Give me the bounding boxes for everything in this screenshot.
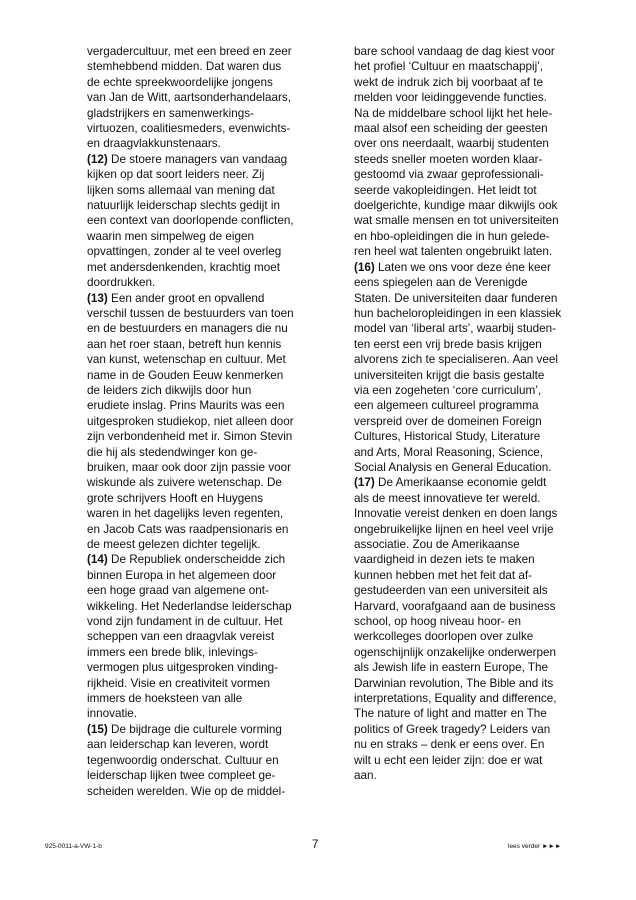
- line-text: wilt u echt een leider zijn: doe er wat: [354, 753, 543, 767]
- text-line: [87, 706, 331, 721]
- line-text: ten eerst een vrij brede basis krijgen: [354, 337, 542, 351]
- text-line: [354, 306, 598, 321]
- line-text: De stoere managers van vandaag: [107, 152, 288, 166]
- line-text: zijn verbondenheid met ir. Simon Stevin: [87, 430, 293, 444]
- text-line: [354, 275, 598, 290]
- line-text: ongebruikelijke lijnen en heel veel vrije: [354, 522, 554, 536]
- line-text: erudiete inslag. Prins Maurits was een: [87, 399, 285, 413]
- line-text: doordrukken.: [87, 276, 156, 290]
- line-text: politics of Greek tragedy? Leiders van: [354, 722, 551, 736]
- text-line: [354, 568, 598, 583]
- text-line: [354, 260, 598, 275]
- line-text: een algemeen cultureel programma: [354, 399, 539, 413]
- line-text: and Arts, Moral Reasoning, Science,: [354, 445, 544, 459]
- line-text: waren in het dagelijks leven regenten,: [87, 507, 284, 521]
- paragraph-number: (16): [354, 260, 375, 274]
- line-text: Harvard, voorafgaand aan de business: [354, 599, 556, 613]
- text-line: [87, 737, 331, 752]
- text-line: [354, 753, 598, 768]
- text-line: [354, 445, 598, 460]
- text-line: [354, 90, 598, 105]
- text-line: [87, 491, 331, 506]
- text-line: [87, 275, 331, 290]
- line-text: doelgerichte, kundige maar dikwijls ook: [354, 199, 558, 213]
- line-text: verspreid over de domeinen Foreign: [354, 414, 542, 428]
- line-text: tegenwoordig onderschat. Cultuur en: [87, 753, 279, 767]
- text-line: [354, 599, 598, 614]
- text-line: [354, 244, 598, 259]
- line-text: melden voor leidinggevende functies.: [354, 91, 547, 105]
- text-line: [87, 152, 331, 167]
- text-line: [354, 213, 598, 228]
- text-line: [354, 629, 598, 644]
- text-line: [87, 768, 331, 783]
- text-line: [354, 691, 598, 706]
- text-line: [87, 106, 331, 121]
- footer-continue-label: lees verder ►►►: [508, 843, 562, 850]
- paragraph-number: (12): [87, 152, 108, 166]
- text-line: [87, 629, 331, 644]
- text-line: [87, 183, 331, 198]
- line-text: Social Analysis en General Education.: [354, 460, 552, 474]
- line-text: seerde vakopleidingen. Het leidt tot: [354, 183, 537, 197]
- line-text: vond zijn fundament in de cultuur. Het: [87, 615, 283, 629]
- line-text: via een zogeheten ‘core curriculum’,: [354, 383, 542, 397]
- line-text: Een ander groot en opvallend: [107, 291, 265, 305]
- text-line: [87, 784, 331, 799]
- text-line: [354, 398, 598, 413]
- text-line: [87, 306, 331, 321]
- text-line: [354, 167, 598, 182]
- text-line: [354, 506, 598, 521]
- line-text: vergadercultuur, met een breed en zeer: [87, 45, 292, 58]
- line-text: vermogen plus uitgesproken vinding-: [87, 661, 279, 675]
- text-line: [87, 583, 331, 598]
- text-line: [354, 660, 598, 675]
- text-line: [87, 198, 331, 213]
- text-line: [354, 337, 598, 352]
- text-line: [354, 75, 598, 90]
- paragraph-number: (15): [87, 722, 108, 736]
- line-text: eens spiegelen aan de Verenigde: [354, 276, 528, 290]
- text-line: [87, 537, 331, 552]
- line-text: interpretations, Equality and difference,: [354, 692, 557, 706]
- line-text: maal alsof een scheiding der geesten: [354, 122, 548, 136]
- text-line: [354, 383, 598, 398]
- text-line: [87, 506, 331, 521]
- line-text: kunnen hebben met het feit dat af-: [354, 568, 533, 582]
- text-line: [87, 75, 331, 90]
- text-line: [87, 599, 331, 614]
- text-line: [87, 398, 331, 413]
- line-text: Darwinian revolution, The Bible and its: [354, 676, 554, 690]
- line-text: verschil tussen de bestuurders van toen: [87, 306, 294, 320]
- footer-page-number: 7: [312, 839, 319, 851]
- text-line: [87, 59, 331, 74]
- line-text: met andersdenkenden, krachtig moet: [87, 260, 280, 274]
- line-text: rijkheid. Visie en creativiteit vormen: [87, 676, 270, 690]
- line-text: The nature of light and matter en The: [354, 707, 547, 721]
- line-text: steeds sneller moeten worden klaar-: [354, 152, 543, 166]
- line-text: waarin men simpelweg de eigen: [87, 229, 254, 243]
- text-line: [354, 106, 598, 121]
- text-line: [87, 291, 331, 306]
- line-text: de meest gelezen dichter tegelijk.: [87, 538, 261, 551]
- line-text: name in de Gouden Eeuw kenmerken: [87, 368, 284, 382]
- line-text: innovatie.: [87, 707, 138, 721]
- text-line: [354, 229, 598, 244]
- text-line: [87, 136, 331, 151]
- line-text: stemhebbend midden. Dat waren dus: [87, 60, 282, 74]
- line-text: bruiken, maar ook door zijn passie voor: [87, 460, 291, 474]
- line-text: ogenschijnlijk onzakelijke onderwerpen: [354, 645, 557, 659]
- line-text: model van ‘liberal arts’, waarbij studen-: [354, 322, 557, 336]
- line-text: lijken soms allemaal van mening dat: [87, 183, 275, 197]
- text-line: [87, 368, 331, 383]
- text-line: [87, 614, 331, 629]
- line-text: associatie. Zou de Amerikaanse: [354, 538, 520, 551]
- line-text: werkcolleges doorlopen over zulke: [354, 630, 534, 644]
- text-line: [87, 475, 331, 490]
- line-text: immers een brede blik, inlevings-: [87, 645, 258, 659]
- paragraph-number: (17): [354, 476, 375, 490]
- text-line: [354, 183, 598, 198]
- left-text-column: [87, 44, 331, 799]
- text-line: [354, 414, 598, 429]
- line-text: gestudeerden van een universiteit als: [354, 584, 548, 598]
- line-text: vaardigheid in dezen iets te maken: [354, 553, 535, 567]
- line-text: wat smalle mensen en tot universiteiten: [354, 214, 559, 228]
- line-text: Innovatie vereist denken en doen langs: [354, 507, 558, 521]
- line-text: als Jewish life in eastern Europe, The: [354, 661, 549, 675]
- text-line: [354, 722, 598, 737]
- line-text: ren heel wat talenten ongebruikt laten.: [354, 245, 553, 259]
- text-line: [354, 152, 598, 167]
- line-text: aan.: [354, 769, 377, 783]
- text-line: [354, 460, 598, 475]
- line-text: een context van doorlopende conflicten,: [87, 214, 294, 228]
- line-text: het profiel ‘Cultuur en maatschappij’,: [354, 60, 544, 74]
- text-line: [87, 414, 331, 429]
- line-text: Staten. De universiteiten daar funderen: [354, 291, 558, 305]
- line-text: en draagvlakkunstenaars.: [87, 137, 221, 151]
- text-line: [87, 121, 331, 136]
- line-text: alvorens zich te specialiseren. Aan veel: [354, 353, 558, 367]
- line-text: Cultures, Historical Study, Literature: [354, 430, 541, 444]
- line-text: scheiden werelden. Wie op de middel-: [87, 784, 286, 798]
- text-line: [87, 383, 331, 398]
- line-text: leiderschap lijken twee compleet ge-: [87, 769, 276, 783]
- text-line: [354, 198, 598, 213]
- text-line: [354, 475, 598, 490]
- line-text: de leiders zich dikwijls door hun: [87, 383, 252, 397]
- text-line: [354, 552, 598, 567]
- text-line: [354, 121, 598, 136]
- line-text: bare school vandaag de dag kiest voor: [354, 45, 555, 58]
- line-text: opvattingen, zonder al te veel overleg: [87, 245, 282, 259]
- line-text: binnen Europa in het algemeen door: [87, 568, 277, 582]
- text-line: [87, 90, 331, 105]
- text-line: [87, 213, 331, 228]
- text-line: [87, 753, 331, 768]
- line-text: aan het roer staan, betreft hun kennis: [87, 337, 282, 351]
- line-text: en de bestuurders en managers die nu: [87, 322, 288, 336]
- line-text: scheppen van een draagvlak vereist: [87, 630, 275, 644]
- text-line: [354, 768, 598, 783]
- line-text: de echte spreekwoordelijke jongens: [87, 75, 273, 89]
- line-text: van kunst, wetenschap en cultuur. Met: [87, 353, 286, 367]
- line-text: kijken op dat soort leiders neer. Zij: [87, 168, 265, 182]
- right-text-column: [354, 44, 598, 784]
- text-line: [87, 229, 331, 244]
- line-text: aan leiderschap kan leveren, wordt: [87, 738, 269, 752]
- line-text: universiteiten krijgt die basis gestalte: [354, 368, 545, 382]
- text-line: [87, 645, 331, 660]
- line-text: gestoomd via zwaar geprofessionali-: [354, 168, 544, 182]
- text-line: [354, 136, 598, 151]
- text-line: [354, 645, 598, 660]
- text-line: [354, 522, 598, 537]
- text-line: [87, 691, 331, 706]
- line-text: De bijdrage die culturele vorming: [107, 722, 282, 736]
- line-text: De Amerikaanse economie geldt: [374, 476, 547, 490]
- text-line: [354, 676, 598, 691]
- line-text: uitgesproken studiekop, niet alleen door: [87, 414, 294, 428]
- line-text: Laten we ons voor deze éne keer: [374, 260, 551, 274]
- line-text: wikkeling. Het Nederlandse leiderschap: [87, 599, 292, 613]
- line-text: als de meest innovatieve ter wereld.: [354, 491, 541, 505]
- text-line: [87, 337, 331, 352]
- line-text: school, op hoog niveau hoor- en: [354, 615, 521, 629]
- text-line: [87, 552, 331, 567]
- line-text: een hoge graad van algemene ont-: [87, 584, 269, 598]
- line-text: Na de middelbare school lijkt het hele-: [354, 106, 553, 120]
- line-text: en hbo-opleidingen die in hun gelede-: [354, 229, 550, 243]
- line-text: nu en straks – denk er eens over. En: [354, 738, 545, 752]
- text-line: [87, 460, 331, 475]
- line-text: over ons neerdaalt, waarbij studenten: [354, 137, 549, 151]
- line-text: natuurlijk leiderschap slechts gedijt in: [87, 199, 280, 213]
- text-line: [354, 59, 598, 74]
- text-line: [87, 44, 331, 59]
- line-text: van Jan de Witt, aartsonderhandelaars,: [87, 91, 292, 105]
- text-line: [354, 537, 598, 552]
- text-line: [87, 260, 331, 275]
- line-text: en Jacob Cats was raadpensionaris en: [87, 522, 289, 536]
- text-line: [87, 522, 331, 537]
- footer-exam-code: 925-0011-a-VW-1-b: [45, 843, 102, 850]
- text-line: [87, 676, 331, 691]
- text-line: [354, 291, 598, 306]
- line-text: immers de hoeksteen van alle: [87, 692, 243, 706]
- text-line: [354, 614, 598, 629]
- text-line: [87, 429, 331, 444]
- text-line: [87, 244, 331, 259]
- paragraph-number: (13): [87, 291, 108, 305]
- text-line: [87, 352, 331, 367]
- text-line: [354, 706, 598, 721]
- line-text: gladstrijkers en samenwerkings-: [87, 106, 254, 120]
- text-line: [354, 429, 598, 444]
- line-text: wiskunde als zuivere wetenschap. De: [87, 476, 282, 490]
- line-text: hun bacheloropleidingen in een klassiek: [354, 306, 562, 320]
- line-text: virtuozen, coalitiesmeders, evenwichts-: [87, 122, 291, 136]
- text-line: [87, 722, 331, 737]
- paragraph-number: (14): [87, 553, 108, 567]
- text-line: [354, 368, 598, 383]
- text-line: [354, 491, 598, 506]
- text-line: [354, 352, 598, 367]
- line-text: De Republiek onderscheidde zich: [107, 553, 286, 567]
- line-text: grote schrijvers Hooft en Huygens: [87, 491, 264, 505]
- text-line: [354, 737, 598, 752]
- text-line: [87, 660, 331, 675]
- line-text: die hij als stedendwinger kon ge-: [87, 445, 258, 459]
- text-line: [354, 321, 598, 336]
- text-line: [87, 167, 331, 182]
- text-line: [87, 568, 331, 583]
- text-line: [87, 321, 331, 336]
- line-text: wekt de indruk zich bij voorbaat af te: [354, 75, 544, 89]
- text-line: [354, 583, 598, 598]
- text-line: [354, 44, 598, 59]
- text-line: [87, 445, 331, 460]
